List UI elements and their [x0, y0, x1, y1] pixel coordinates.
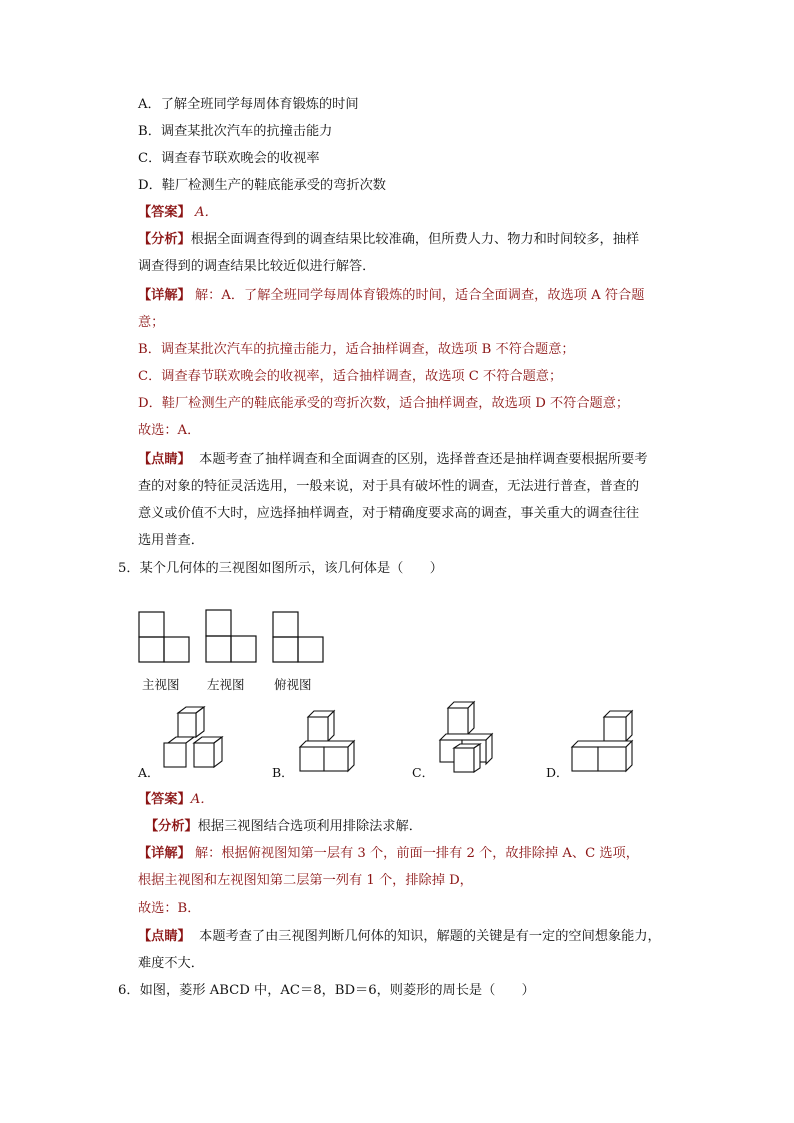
- q4-comment-line-2: 查的对象的特征灵活选用，一般来说，对于具有破坏性的调查，无法进行普查，普查的: [138, 479, 640, 494]
- answer-tag: 【答案】: [138, 792, 191, 807]
- q4-option-b: B．调查某批次汽车的抗撞击能力: [138, 124, 333, 139]
- q5-answer: [138, 791, 213, 809]
- q4-choose: 故选：A．: [138, 423, 201, 438]
- analysis-tag: 【分析】: [138, 232, 191, 247]
- q4-detail-line-1: [138, 287, 644, 305]
- detail-text: 解：根据俯视图知第一层有 3 个，前面一排有 2 个，故排除掉 A、C 选项，: [194, 846, 639, 861]
- q4-answer: [138, 204, 218, 222]
- detail-tag: 【详解】: [138, 288, 191, 303]
- q4-detail-line-2: 意；: [138, 315, 165, 330]
- choice-c-figure: [438, 700, 508, 780]
- comment-tag: 【点睛】: [138, 929, 191, 944]
- choice-a-label: A．: [138, 765, 160, 780]
- left-view-square: [206, 636, 231, 662]
- top-view-square: [273, 612, 298, 637]
- q5-analysis: [145, 818, 422, 836]
- choice-d-figure: [570, 705, 640, 775]
- left-view-square: [206, 610, 231, 636]
- q5-stem: 5．某个几何体的三视图如图所示，该几何体是（ ）: [118, 561, 443, 576]
- comment-text: 本题考查了由三视图判断几何体的知识，解题的关键是有一定的空间想象能力，: [199, 929, 661, 944]
- main-view-square: [139, 637, 164, 662]
- q4-analysis-line-2: 调查得到的调查结果比较近似进行解答．: [138, 259, 376, 274]
- main-view-square: [164, 637, 189, 662]
- top-view-square: [273, 637, 298, 662]
- three-views-figure: [137, 610, 337, 670]
- comment-text: 本题考查了抽样调查和全面调查的区别，选择普查还是抽样调查要根据所要考: [199, 452, 648, 467]
- q4-option-c: C．调查春节联欢晚会的收视率: [138, 151, 320, 166]
- q4-comment-line-1: [138, 451, 648, 469]
- detail-tag: 【详解】: [138, 846, 191, 861]
- q6-stem: 6．如图，菱形 ABCD 中，AC＝8，BD＝6，则菱形的周长是（ ）: [118, 983, 535, 998]
- top-view-label: 俯视图: [274, 677, 312, 692]
- q5-choose: 故选：B．: [138, 901, 201, 916]
- analysis-text: 根据全面调查得到的调查结果比较准确，但所费人力、物力和时间较多，抽样: [190, 232, 640, 247]
- left-view-square: [231, 636, 256, 662]
- choice-b-figure: [296, 705, 366, 775]
- answer-tag: 【答案】: [138, 205, 191, 220]
- top-view-square: [298, 637, 323, 662]
- q4-detail-line-5: D．鞋厂检测生产的鞋底能承受的弯折次数，适合抽样调查，故选项 D 不符合题意；: [138, 396, 630, 411]
- q5-detail-line-2: 根据主视图和左视图知第二层第一列有 1 个，排除掉 D，: [138, 873, 473, 888]
- answer-value: A．: [194, 205, 218, 220]
- q4-detail-line-4: C．调查春节联欢晚会的收视率，适合抽样调查，故选项 C 不符合题意；: [138, 369, 563, 384]
- choice-c-label: C．: [412, 765, 435, 780]
- choice-b-label: B．: [272, 765, 294, 780]
- left-view-label: 左视图: [207, 677, 245, 692]
- q5-detail-line-1: [138, 845, 639, 863]
- comment-tag: 【点睛】: [138, 452, 191, 467]
- choice-d-label: D．: [546, 765, 569, 780]
- analysis-tag: 【分析】: [145, 819, 198, 834]
- q4-comment-line-3: 意义或价值不大时，应选择抽样调查，对于精确度要求高的调查，事关重大的调查往往: [138, 506, 640, 521]
- q5-comment-line-1: [138, 928, 661, 946]
- main-view-label: 主视图: [142, 677, 180, 692]
- main-view-square: [139, 612, 164, 637]
- q4-option-d: D．鞋厂检测生产的鞋底能承受的弯折次数: [138, 178, 386, 193]
- q5-comment-line-2: 难度不大．: [138, 956, 204, 971]
- answer-value: A．: [190, 792, 214, 807]
- q4-detail-line-3: B．调查某批次汽车的抗撞击能力，适合抽样调查，故选项 B 不符合题意；: [138, 342, 575, 357]
- choice-a-figure: [160, 705, 230, 775]
- q4-option-a: A．了解全班同学每周体育锻炼的时间: [138, 97, 359, 112]
- analysis-text: 根据三视图结合选项利用排除法求解．: [197, 819, 422, 834]
- q4-analysis-line-1: [138, 231, 639, 249]
- q4-comment-line-4: 选用普查．: [138, 533, 204, 548]
- detail-text: 解：A．了解全班同学每周体育锻炼的时间，适合全面调查，故选项 A 符合题: [194, 288, 645, 303]
